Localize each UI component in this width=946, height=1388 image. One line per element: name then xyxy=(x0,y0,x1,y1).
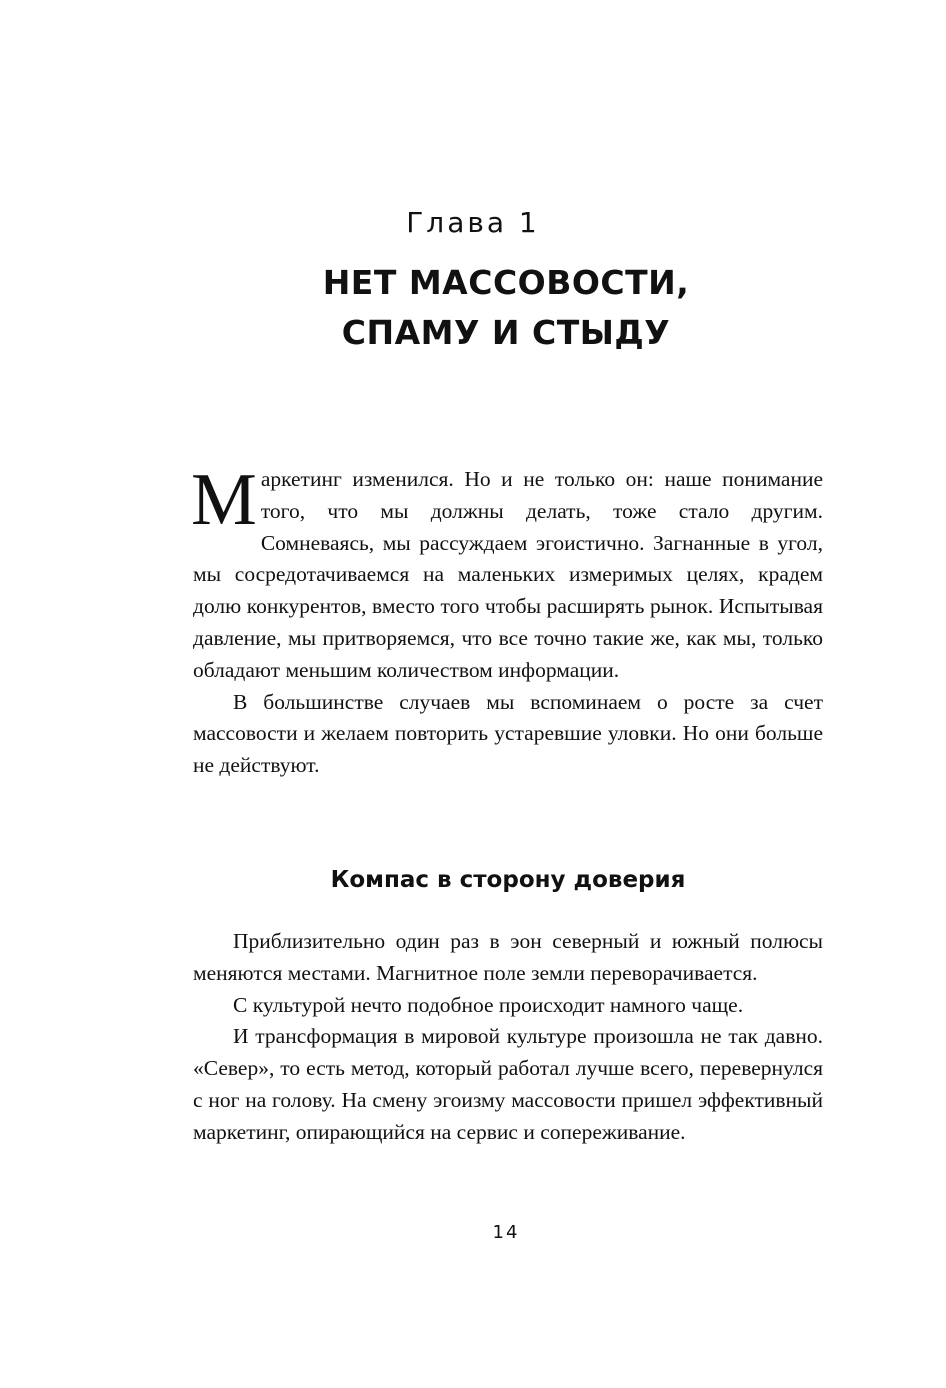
section-text xyxy=(193,926,823,1149)
chapter-title-line-1: НЕТ МАССОВОСТИ, xyxy=(322,263,690,302)
section-heading: Компас в сторону доверия xyxy=(330,867,686,893)
intro-text xyxy=(191,459,823,782)
intro-paragraph-1-text: аркетинг изменился. Но и не только он: наше понимание того, что мы должны делать, тоже стало другим. Сомневаясь, мы рассуждаем эгоистично. Загнанные в угол, мы сосредотачиваемся на маленьких измеримых целях, крадем долю конкурентов, вместо того чтобы расширять рынок. Испытывая давление, мы притворяемся, что все точно такие же, как мы, только обладают меньшим количеством информации. xyxy=(193,467,823,682)
section-paragraph-2: С культурой нечто подобное происходит намного чаще. xyxy=(233,992,744,1017)
chapter-label: Глава 1 xyxy=(406,206,540,239)
chapter-title xyxy=(0,258,946,358)
section-paragraph-1: Приблизительно один раз в эон северный и южный полюсы меняются местами. Магнитное поле земли переворачивается. xyxy=(193,929,823,985)
page-number: 14 xyxy=(492,1222,520,1243)
chapter-title-line-2: СПАМУ И СТЫДУ xyxy=(341,313,671,352)
drop-cap: М xyxy=(191,459,257,541)
intro-paragraph-2: В большинстве случаев мы вспоминаем о росте за счет массовости и желаем повторить устаревшие уловки. Но они больше не действуют. xyxy=(193,689,823,778)
intro-paragraph-1 xyxy=(191,459,823,687)
section-paragraph-3: И трансформация в мировой культуре произошла не так давно. «Север», то есть метод, который работал лучше всего, перевернулся с ног на голову. На смену эгоизму массовости пришел эффективный маркетинг, опирающийся на сервис и сопереживание. xyxy=(193,1024,823,1144)
